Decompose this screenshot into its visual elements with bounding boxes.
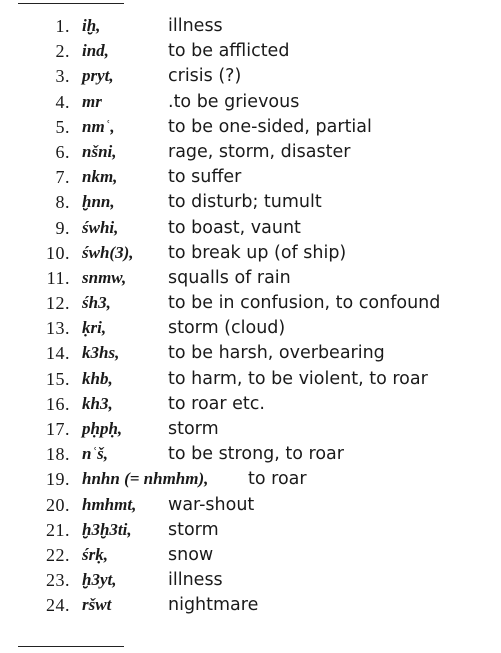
entry-number: 12. bbox=[46, 293, 70, 314]
glossary-entry bbox=[0, 115, 501, 140]
entry-term: hmhmt, bbox=[82, 494, 137, 514]
entry-term: śh3, bbox=[82, 293, 111, 313]
top-rule bbox=[18, 3, 124, 4]
entry-number: 13. bbox=[46, 318, 70, 339]
glossary-entry bbox=[0, 165, 501, 190]
glossary-entry bbox=[0, 90, 501, 115]
entry-gloss: rage, storm, disaster bbox=[168, 141, 351, 162]
entry-number: 3. bbox=[55, 66, 70, 87]
entry-gloss: storm bbox=[168, 419, 219, 439]
entry-gloss: to roar bbox=[248, 469, 307, 490]
entry-term: hnhn (= nhmhm), bbox=[82, 469, 209, 489]
entry-number: 9. bbox=[55, 217, 70, 238]
entry-gloss: storm (cloud) bbox=[168, 318, 286, 339]
entry-term: snmw, bbox=[82, 267, 127, 287]
entry-gloss: squalls of rain bbox=[168, 267, 291, 288]
entry-term: ḫ3ḫ3ti, bbox=[82, 519, 132, 539]
entry-gloss: to harm, to be violent, to roar bbox=[168, 368, 428, 389]
entry-gloss: to be one-sided, partial bbox=[168, 116, 372, 137]
entry-gloss: to roar etc. bbox=[168, 393, 265, 414]
bottom-rule bbox=[18, 646, 124, 647]
glossary-entry bbox=[0, 190, 501, 215]
entry-number: 6. bbox=[55, 141, 70, 162]
entry-term: ind, bbox=[82, 41, 109, 61]
entry-number: 22. bbox=[46, 544, 70, 565]
entry-number: 16. bbox=[46, 393, 70, 414]
entry-number: 18. bbox=[46, 444, 70, 465]
entry-gloss: nightmare bbox=[168, 595, 259, 616]
entry-gloss: illness bbox=[168, 16, 223, 36]
glossary-entry bbox=[0, 140, 501, 165]
entry-number: 20. bbox=[46, 494, 70, 515]
glossary-entry bbox=[0, 39, 501, 64]
entry-gloss: storm bbox=[168, 519, 219, 540]
entry-term: kh3, bbox=[82, 393, 113, 413]
entry-term: ršwt bbox=[82, 595, 112, 615]
entry-term: pḥpḥ, bbox=[82, 419, 123, 438]
entry-term: ḫnn, bbox=[82, 192, 115, 212]
glossary-entry bbox=[0, 518, 501, 543]
entry-term: khb, bbox=[82, 368, 113, 388]
entry-term: śrḳ, bbox=[82, 544, 108, 564]
entry-number: 2. bbox=[55, 41, 70, 62]
entry-number: 8. bbox=[55, 192, 70, 213]
glossary-entry bbox=[0, 568, 501, 593]
entry-number: 10. bbox=[46, 242, 70, 263]
entry-term: śwhi, bbox=[82, 217, 119, 237]
glossary-entry bbox=[0, 266, 501, 291]
entry-number: 19. bbox=[46, 469, 70, 490]
entry-term: nkm, bbox=[82, 167, 118, 187]
entry-term: nʿš, bbox=[82, 444, 108, 464]
entry-number: 1. bbox=[55, 16, 70, 36]
entry-term: nšni, bbox=[82, 141, 117, 161]
entry-number: 23. bbox=[46, 570, 70, 591]
glossary-entry bbox=[0, 543, 501, 568]
glossary-entry bbox=[0, 216, 501, 241]
entry-number: 15. bbox=[46, 368, 70, 389]
entry-gloss: crisis (?) bbox=[168, 66, 242, 87]
entry-gloss: to break up (of ship) bbox=[168, 242, 347, 263]
entry-gloss: to disturb; tumult bbox=[168, 192, 322, 213]
entry-gloss: to be afflicted bbox=[168, 41, 290, 62]
entry-term: ḫ3yt, bbox=[82, 570, 117, 590]
entry-term: mr bbox=[82, 91, 102, 111]
entry-term: pryt, bbox=[82, 66, 114, 86]
glossary-entry bbox=[0, 241, 501, 266]
entry-gloss: to be harsh, overbearing bbox=[168, 343, 385, 364]
glossary-entry bbox=[0, 367, 501, 392]
entry-gloss: to be in confusion, to confound bbox=[168, 293, 441, 314]
entry-number: 11. bbox=[46, 267, 70, 288]
glossary-entry bbox=[0, 64, 501, 89]
entry-term: śwh(3), bbox=[82, 242, 134, 262]
entry-number: 4. bbox=[55, 91, 70, 112]
entry-number: 7. bbox=[55, 167, 70, 188]
entry-gloss: war-shout bbox=[168, 494, 255, 515]
glossary-entry bbox=[0, 14, 501, 39]
entry-term: ḳri, bbox=[82, 318, 107, 338]
glossary-entry bbox=[0, 392, 501, 417]
glossary-entry bbox=[0, 467, 501, 492]
entry-number: 24. bbox=[46, 595, 70, 616]
glossary-entry bbox=[0, 316, 501, 341]
entry-term: nmʿ, bbox=[82, 116, 115, 136]
entry-gloss: snow bbox=[168, 544, 214, 565]
entry-gloss: illness bbox=[168, 570, 223, 591]
glossary-entry bbox=[0, 417, 501, 442]
glossary-entry bbox=[0, 593, 501, 618]
entry-number: 5. bbox=[55, 116, 70, 137]
glossary-entry bbox=[0, 291, 501, 316]
entry-number: 14. bbox=[46, 343, 70, 364]
glossary-entry bbox=[0, 493, 501, 518]
glossary-entry bbox=[0, 341, 501, 366]
glossary-entry bbox=[0, 442, 501, 467]
entry-gloss: .to be grievous bbox=[168, 91, 300, 112]
entry-term: iḫ, bbox=[82, 16, 101, 35]
entry-gloss: to suffer bbox=[168, 167, 242, 188]
entry-gloss: to boast, vaunt bbox=[168, 217, 301, 238]
entry-number: 21. bbox=[46, 519, 70, 540]
entry-gloss: to be strong, to roar bbox=[168, 444, 344, 465]
entry-number: 17. bbox=[46, 419, 70, 439]
glossary-list bbox=[0, 14, 501, 619]
entry-term: k3hs, bbox=[82, 343, 120, 363]
